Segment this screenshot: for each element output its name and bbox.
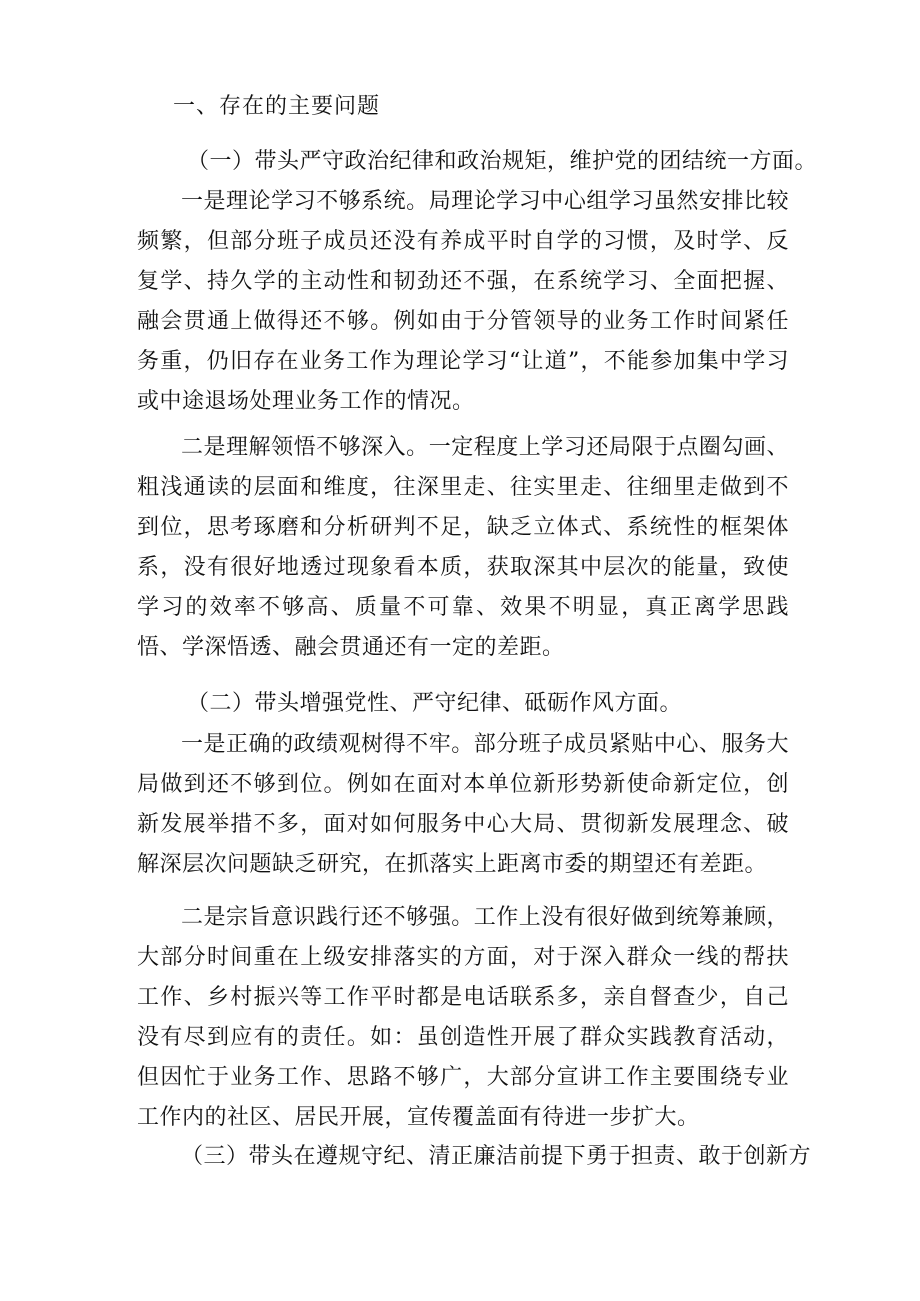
- subsection-title-1: （一）带头严守政治纪律和政治规矩，维护党的团结统一方面。: [187, 149, 818, 174]
- section-heading: 一、存在的主要问题: [173, 94, 381, 119]
- paragraph-theory-study: 一是理论学习不够系统。局理论学习中心组学习虽然安排比较频繁，但部分班子成员还没有养成平时自学的习惯，及时学、反复学、持久学的主动性和韧劲还不强，在系统学习、全面把握、融会贯通上做得还不够。例如由于分管领导的业务工作时间紧任务重，仍旧存在业务工作为理论学习“让道”，不能参加集中学习或中途退场处理业务工作的情况。: [137, 189, 789, 414]
- paragraph-purpose-awareness: 二是宗旨意识践行还不够强。工作上没有很好做到统筹兼顾，大部分时间重在上级安排落实的方面，对于深入群众一线的帮扶工作、乡村振兴等工作平时都是电话联系多，亲自督查少，自己没有尽到应有的责任。如：虽创造性开展了群众实践教育活动，但因忙于业务工作、思路不够广，大部分宣讲工作主要围绕专业工作内的社区、居民开展，宣传覆盖面有待进一步扩大。: [137, 905, 789, 1130]
- paragraph-performance-view: 一是正确的政绩观树得不牢。部分班子成员紧贴中心、服务大局做到还不够到位。例如在面对本单位新形势新使命新定位，创新发展举措不多，面对如何服务中心大局、贯彻新发展理念、破解深层次问题缺乏研究，在抓落实上距离市委的期望还有差距。: [137, 732, 789, 877]
- subsection-title-3: （三）带头在遵规守纪、清正廉洁前提下勇于担责、敢于创新方: [181, 1144, 812, 1169]
- paragraph-understanding: 二是理解领悟不够深入。一定程度上学习还局限于点圈勾画、粗浅通读的层面和维度，往深里走、往实里走、往细里走做到不到位，思考琢磨和分析研判不足，缺乏立体式、系统性的框架体系，没有很好地透过现象看本质，获取深其中层次的能量，致使学习的效率不够高、质量不可靠、效果不明显，真正离学思践悟、学深悟透、融会贯通还有一定的差距。: [137, 435, 789, 660]
- subsection-title-2: （二）带头增强党性、严守纪律、砥砺作风方面。: [187, 691, 683, 716]
